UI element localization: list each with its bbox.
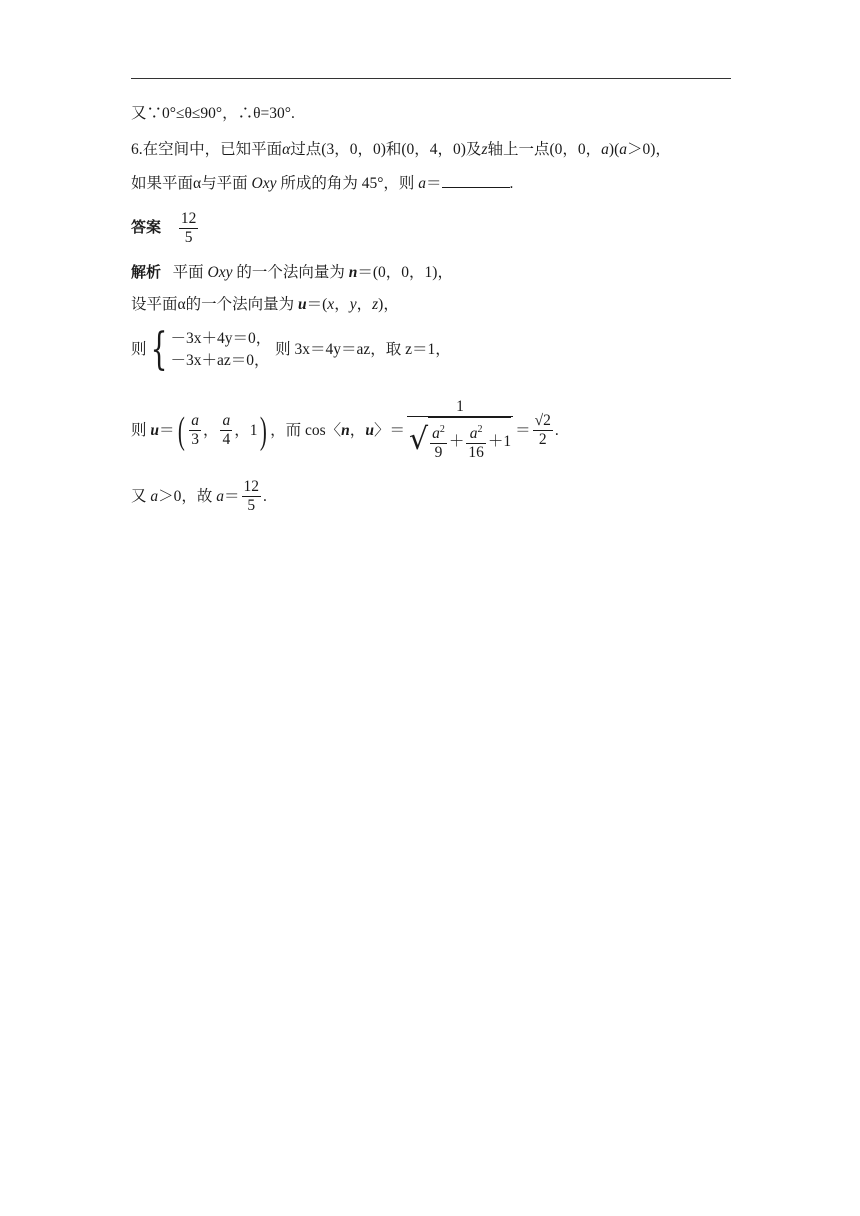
solution-line-3-text: 则 3x＝4y＝az，取 z＝1，: [275, 341, 451, 358]
sqrt2-over-2: $\frac{√2}{2}$: [534, 412, 551, 448]
final-fraction: $\frac{12}{5}$: [243, 478, 260, 514]
answer-label: 答案: [131, 218, 162, 236]
prev-line: 又∵0°≤θ≤90°，∴θ=30°.: [131, 105, 295, 122]
solution-line-2: 设平面α的一个法向量为 u＝(x，y，z)，: [131, 296, 399, 313]
answer-line: [131, 207, 200, 248]
solution-line-5: 又 a ＞0，故 a ＝ $\frac{12}{5}$ .: [131, 478, 267, 514]
left-brace: {: [150, 324, 167, 375]
system-eq-1: －3x＋4y＝0，: [170, 330, 272, 347]
system-eq-2: －3x＋az＝0，: [170, 352, 270, 369]
solution-label: 解析: [131, 263, 162, 281]
equation-system: 则 { －3x＋4y＝0， －3x＋az＝0， 则 3x＝4y＝az，取 z＝1，: [131, 324, 451, 375]
vector-frac-2: $\frac{a}{4}$: [222, 412, 231, 448]
answer-fraction: $\frac{12}{5}$: [180, 209, 197, 246]
problem-line-1: 6.在空间中，已知平面α过点(3，0，0)和(0，4，0)及z轴上一点(0，0，a)(a＞0)，: [131, 141, 671, 158]
problem-number: 6.: [131, 141, 143, 158]
left-paren: (: [177, 409, 185, 452]
solution-line-3: [131, 324, 451, 375]
solution-line-4: 则 u ＝ ( $\frac{a}{3}$ ， $\frac{a}{4}$ ， 1 ) ，而 cos〈 n ， u 〉＝ 1 √ $\frac{a^2}{9}$ ＋ $\frac{a^2}{16}$ ＋1 ＝ $\frac{√2}{2}$ .: [131, 398, 559, 462]
answer-blank: [442, 173, 510, 188]
problem-line-2: 如果平面α与平面 Oxy 所成的角为 45°，则 a＝ .: [131, 175, 514, 192]
radical-sign: √: [408, 422, 429, 457]
solution-line-1: 解析 平面 Oxy 的一个法向量为 n＝(0，0，1)，: [131, 263, 453, 281]
vector-frac-1: $\frac{a}{3}$: [191, 412, 199, 448]
cosine-fraction: 1 √ $\frac{a^2}{9}$ ＋ $\frac{a^2}{16}$ ＋1: [408, 398, 512, 462]
header-rule: [131, 78, 731, 79]
sqrt-expression: √ $\frac{a^2}{9}$ ＋ $\frac{a^2}{16}$ ＋1: [409, 417, 511, 463]
right-paren: ): [260, 409, 268, 452]
